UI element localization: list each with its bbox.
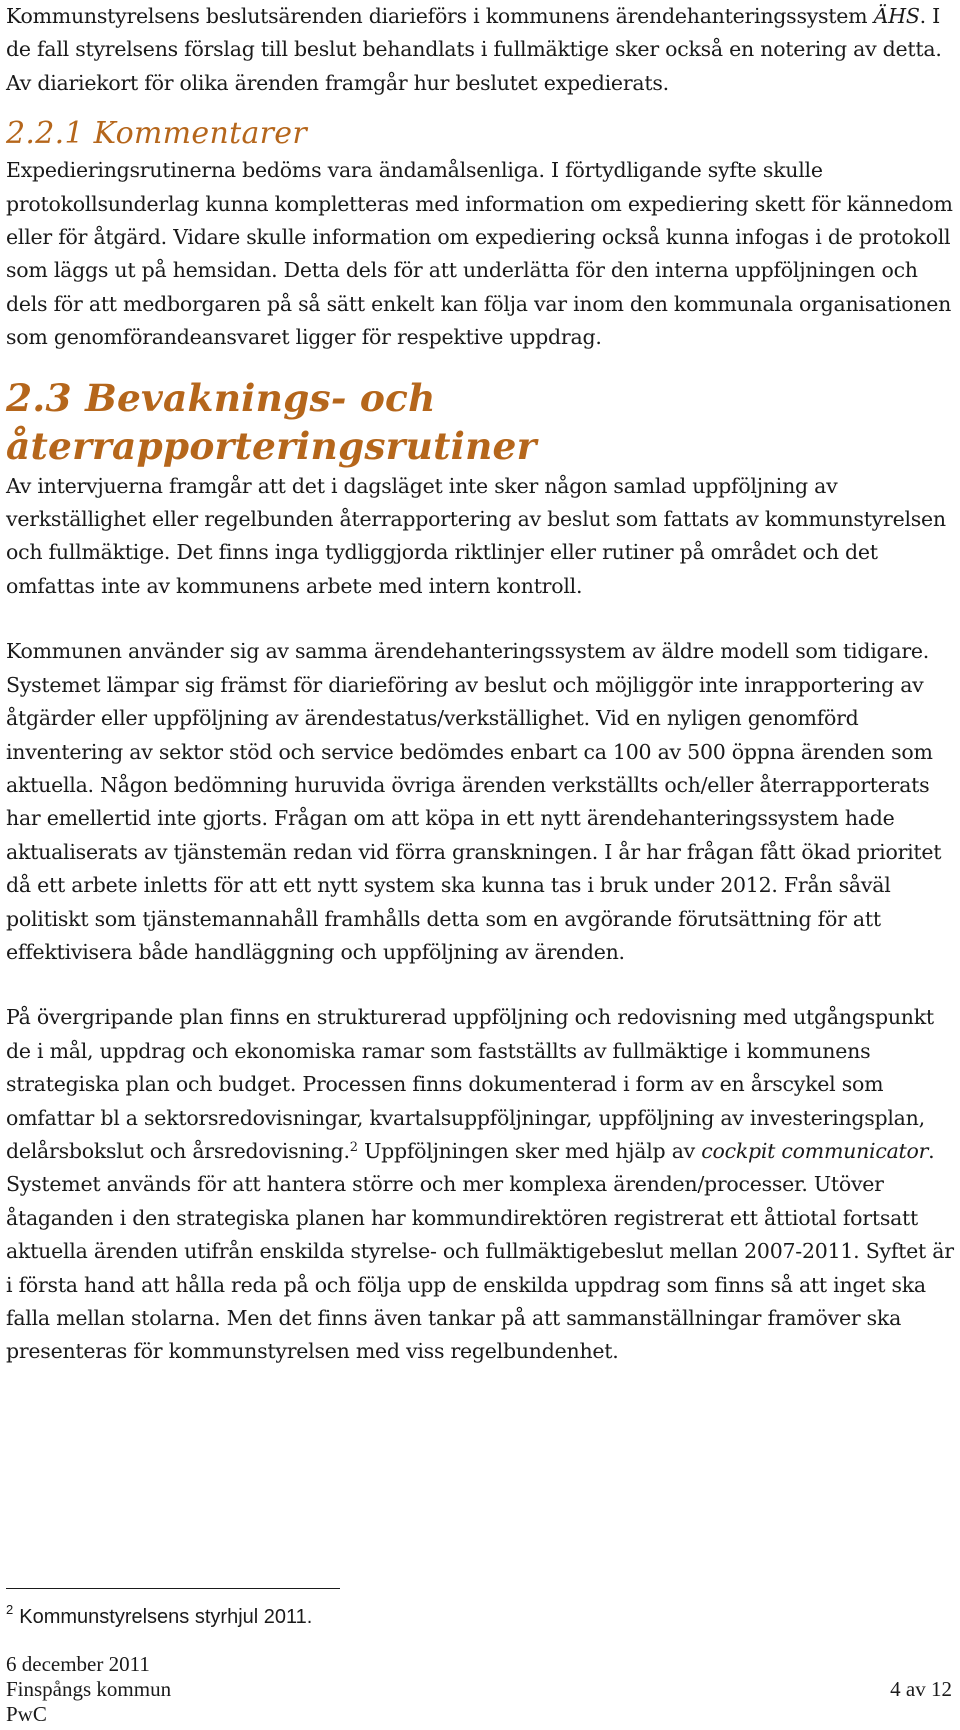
comments-paragraph: Expedieringsrutinerna bedöms vara ändamålsenliga. I förtydligande syfte skulle protokollsunderlag kunna kompletteras med information om expediering skett för kännedom eller för åtgärd. Vidare skulle information om expediering också kunna infogas i de protokoll som läggs ut på hemsidan. Detta dels för att underlätta för den interna uppföljningen och dels för att medborgaren på så sätt enkelt kan följa var inom den kommunala organisationen som genomförandeansvaret ligger för respektive uppdrag. bbox=[6, 158, 953, 350]
footer-date: 6 december 2011 bbox=[6, 1652, 150, 1676]
monitoring-paragraph-1: Av intervjuerna framgår att det i dagsläget inte sker någon samlad uppföljning av verkställighet eller regelbunden återrapportering av beslut som fattats av kommunstyrelsen och fullmäktige. Det finns inga tydliggjorda riktlinjer eller rutiner på området och det omfattas inte av kommunens arbete med intern kontroll. bbox=[6, 473, 946, 598]
page-footer bbox=[6, 1652, 171, 1727]
tool-name: cockpit communicator bbox=[701, 1138, 929, 1163]
footnote-divider bbox=[6, 1588, 340, 1589]
system-name: ÄHS bbox=[873, 4, 920, 28]
footnote-text: Kommunstyrelsens styrhjul 2011. bbox=[19, 1606, 313, 1628]
monitoring-paragraph-3: På övergripande plan finns en strukturerad uppföljning och redovisning med utgångspunkt de i mål, uppdrag och ekonomiska ramar som fastställts av fullmäktige i kommunens strategiska plan och budget. Processen finns dokumenterad i form av en årscykel som omfattar bl a sektorsredovisningar, kvartalsuppföljningar, uppföljning av investeringsplan, delårsbokslut och årsredovisning.$^2$ Uppföljningen sker med hjälp av cockpit communicator. Systemet används för att hantera större och mer komplexa ärenden/processer. Utöver åtaganden i den strategiska planen har kommundirektören registrerat ett åttiotal fortsatt aktuella ärenden utifrån enskilda styrelse- och fullmäktigebeslut mellan 2007-2011. Syftet är i första hand att hålla reda på och följa upp de enskilda uppdrag som finns så att inget ska falla mellan stolarna. Men det finns även tankar på att sammanställningar framöver ska presenteras för kommunstyrelsen med viss regelbundenhet. bbox=[6, 1005, 954, 1364]
footnote-reference[interactable]: 2 bbox=[349, 1139, 358, 1155]
monitoring-paragraph-2: Kommunen använder sig av samma ärendehanteringssystem av äldre modell som tidigare. Systemet lämpar sig främst för diarieföring av beslut och möjliggör inte inrapportering av åtgärder eller uppföljning av ärendestatus/verkställighet. Vid en nyligen genomförd inventering av sektor stöd och service bedömdes enbart ca 100 av 500 öppna ärenden som aktuella. Någon bedömning huruvida övriga ärenden verkställts och/eller återrapporterats har emellertid inte gjorts. Frågan om att köpa in ett nytt ärendehanteringssystem hade aktualiserats av tjänstemän redan vid förra granskningen. I år har frågan fått ökad prioritet då ett arbete inletts för att ett nytt system ska kunna tas i bruk under 2012. Från såväl politiskt som tjänstemannahåll framhålls detta som en avgörande förutsättning för att effektivisera både handläggning och uppföljning av ärenden. bbox=[6, 639, 942, 964]
footer-organization: Finspångs kommun bbox=[6, 1677, 172, 1701]
footnote bbox=[6, 1596, 312, 1631]
heading-2-2-1: 2.2.1 Kommentarer bbox=[6, 116, 307, 152]
page-number: 4 av 12 bbox=[890, 1677, 952, 1701]
intro-paragraph: Kommunstyrelsens beslutsärenden diarieförs i kommunens ärendehanteringssystem ÄHS. I de fall styrelsens förslag till beslut behandlats i fullmäktige sker också en notering av detta. Av diariekort för olika ärenden framgår hur beslutet expedierats. bbox=[6, 4, 942, 95]
footnote-number: 2 bbox=[6, 1602, 14, 1617]
heading-2-3: 2.3 Bevaknings- och återrapporteringsrutiner bbox=[6, 375, 537, 468]
document-page bbox=[6, 0, 956, 1369]
footer-firm: PwC bbox=[6, 1702, 47, 1726]
